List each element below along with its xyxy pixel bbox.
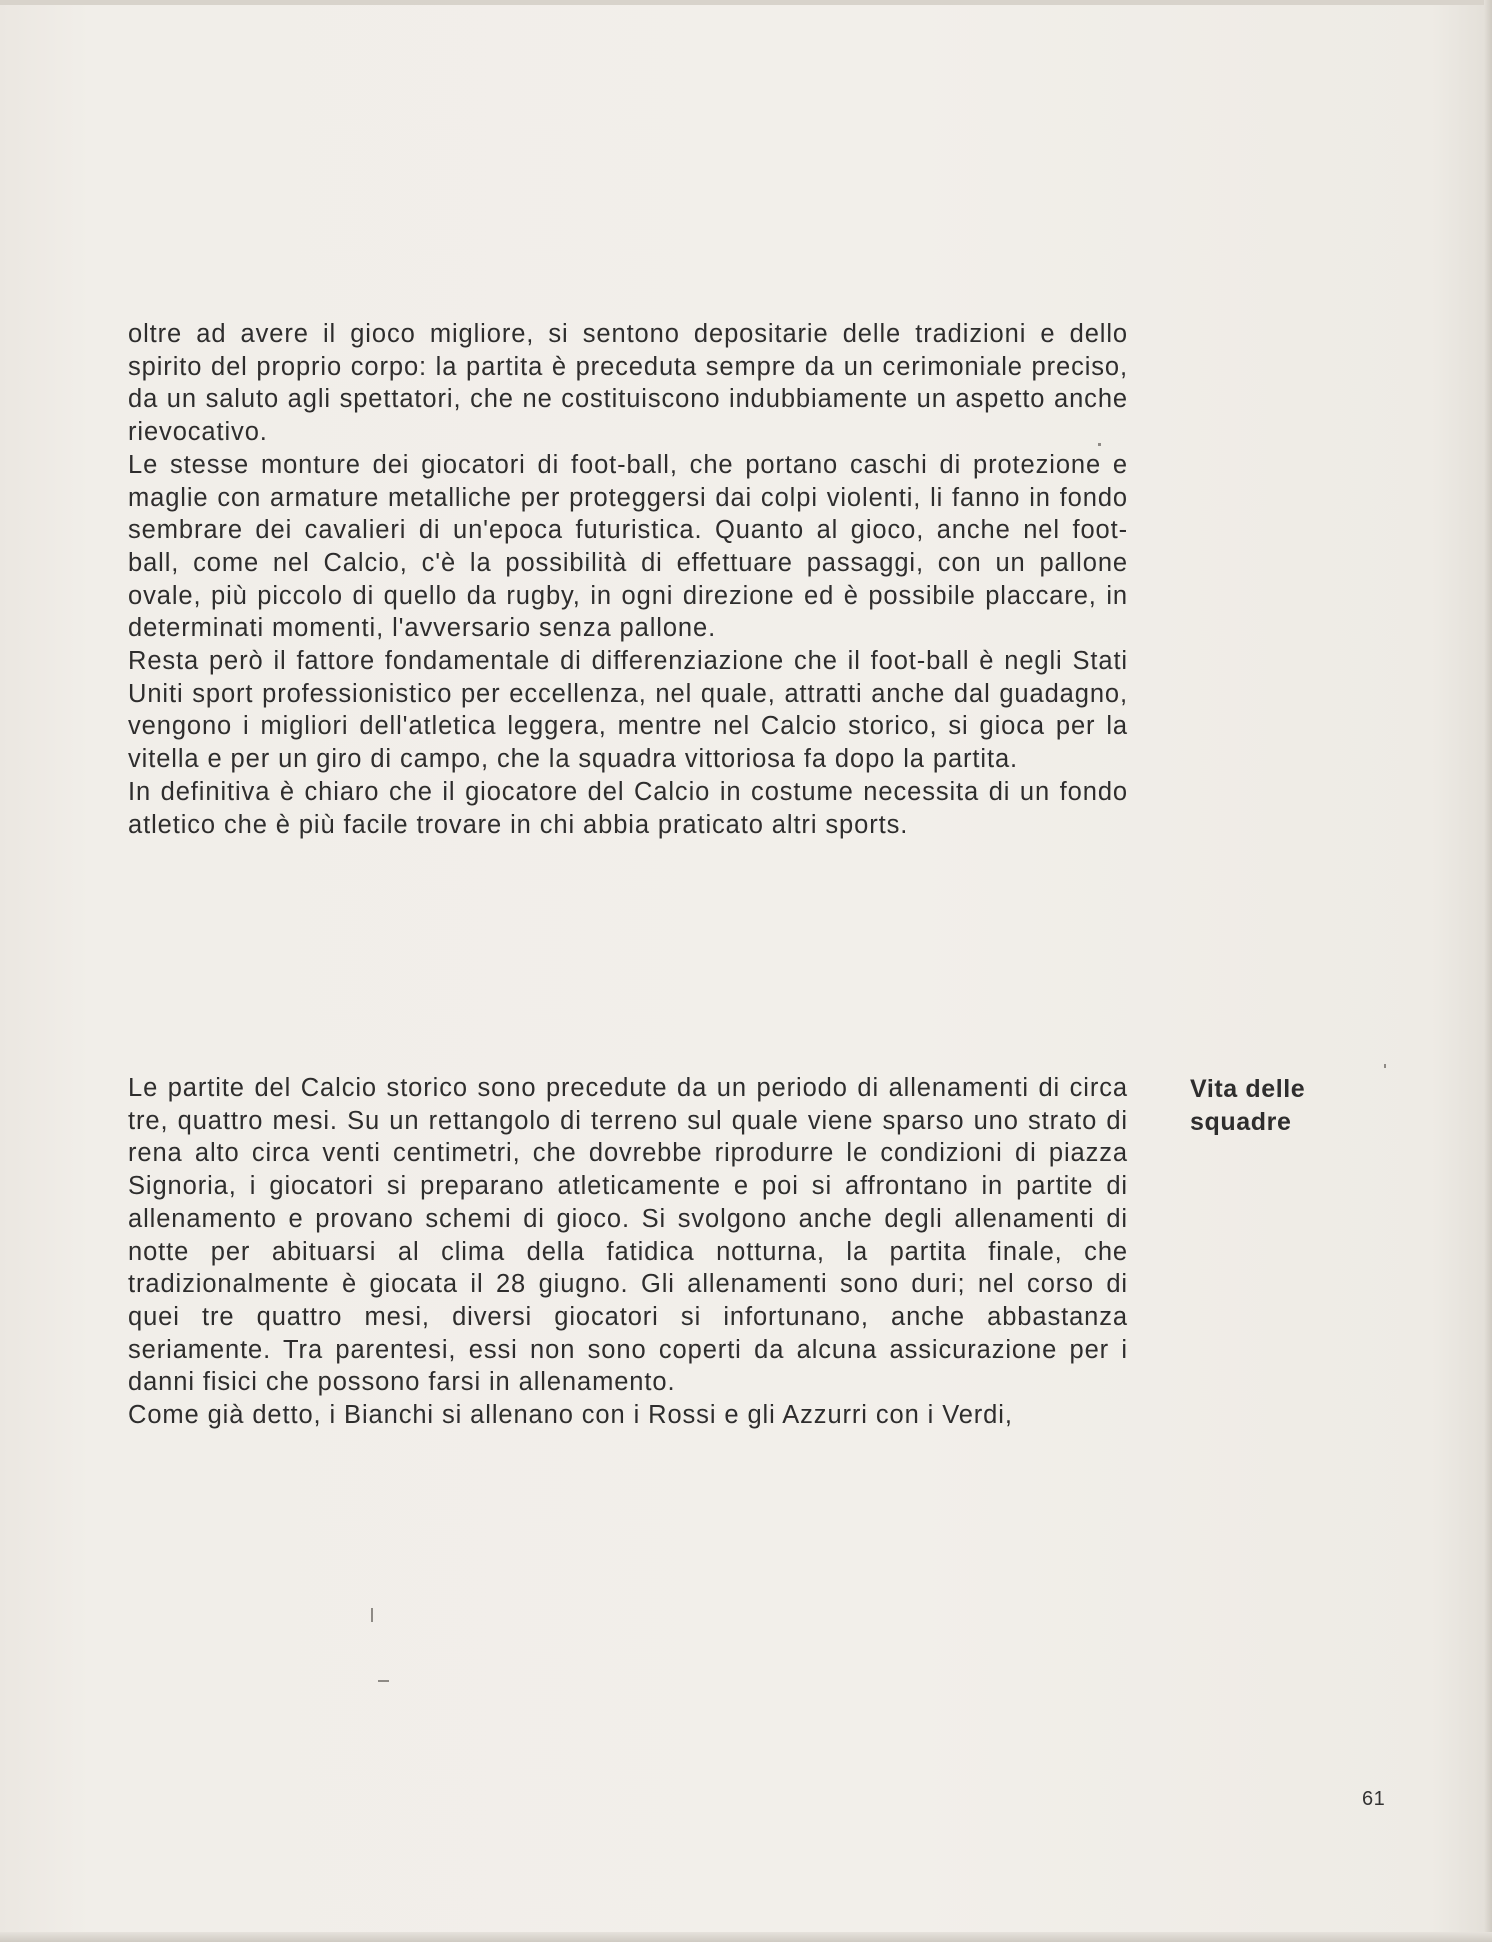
- page-bottom-edge: [0, 1932, 1492, 1942]
- page-right-edge: [1484, 0, 1492, 1942]
- margin-heading: [1190, 1073, 1350, 1139]
- paper-speck: [371, 1608, 373, 1622]
- paragraph: Resta però il fattore fondamentale di differenziazione che il foot-ball è negli Stati Uniti sport professionistico per eccellenza, nel quale, attratti anche dal guadagno, vengono i migliori dell'atletica leggera, mentre nel Calcio storico, si gioca per la vitella e per un giro di campo, che la squadra vittoriosa fa dopo la partita.: [128, 647, 1128, 774]
- paper-speck: [1384, 1064, 1386, 1068]
- text-block-2: [128, 1072, 1128, 1432]
- page-top-edge: [0, 0, 1492, 5]
- page-number: 61: [1362, 1788, 1386, 1810]
- paragraph: Le stesse monture dei giocatori di foot-ball, che portano caschi di protezione e maglie con armature metalliche per proteggersi dai colpi violenti, li fanno in fondo sembrare dei cavalieri di un'epoca futuristica. Quanto al gioco, anche nel foot-ball, come nel Calcio, c'è la possibilità di effettuare passaggi, con un pallone ovale, più piccolo di quello da rugby, in ogni direzione ed è possibile placcare, in determinati momenti, l'avversario senza pallone.: [128, 450, 1128, 643]
- text-block-1: [128, 318, 1128, 841]
- paragraph: Le partite del Calcio storico sono precedute da un periodo di allenamenti di circa tre, quattro mesi. Su un rettangolo di terreno sul quale viene sparso uno strato di rena alto circa venti centimetri, che dovrebbe riprodurre le condizioni di piazza Signoria, i giocatori si preparano atleticamente e poi si affrontano in partite di allenamento e provano schemi di gioco. Si svolgono anche degli allenamenti di notte per abituarsi al clima della fatidica notturna, la partita finale, che tradizionalmente è giocata il 28 giugno. Gli allenamenti sono duri; nel corso di quei tre quattro mesi, diversi giocatori si infortunano, anche abbastanza seriamente. Tra parentesi, essi non sono coperti da alcuna assicurazione per i danni fisici che possono farsi in allenamento.: [128, 1074, 1128, 1397]
- paragraph: oltre ad avere il gioco migliore, si sentono depositarie delle tradizioni e dello spirito del proprio corpo: la partita è preceduta sempre da un cerimoniale preciso, da un saluto agli spettatori, che ne costituiscono indubbiamente un aspetto anche rievocativo.: [128, 320, 1128, 447]
- paragraph: In definitiva è chiaro che il giocatore del Calcio in costume necessita di un fondo atletico che è più facile trovare in chi abbia praticato altri sports.: [128, 777, 1128, 839]
- paper-speck: [1098, 443, 1101, 446]
- margin-heading-line: squadre: [1190, 1108, 1292, 1136]
- paragraph: Come già detto, i Bianchi si allenano con i Rossi e gli Azzurri con i Verdi,: [128, 1401, 1013, 1430]
- paper-speck: [378, 1680, 389, 1682]
- margin-heading-line: Vita delle: [1190, 1075, 1306, 1103]
